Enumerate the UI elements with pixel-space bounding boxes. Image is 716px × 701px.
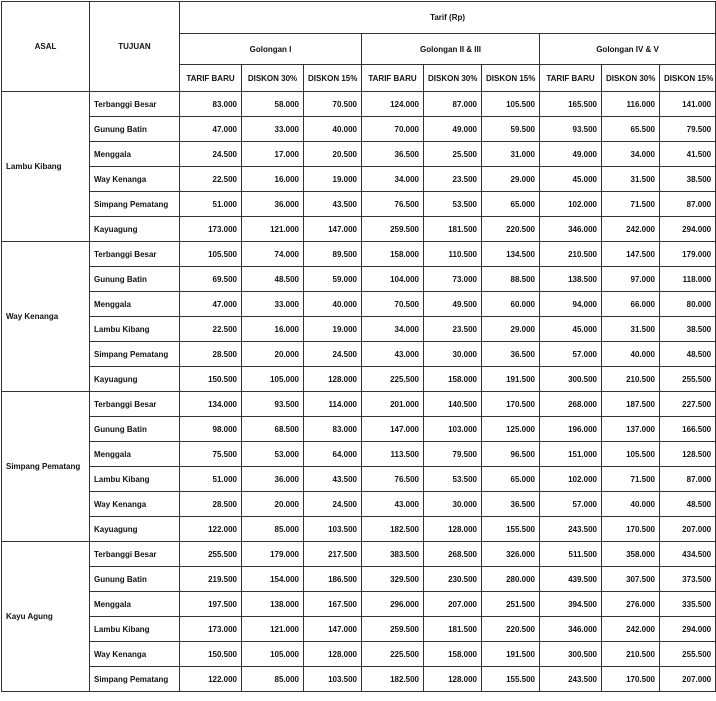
tariff-value-cell: 85.000 <box>242 517 304 542</box>
tariff-value-cell: 23.500 <box>424 167 482 192</box>
tariff-value-cell: 151.000 <box>540 442 602 467</box>
tujuan-cell: Kayuagung <box>90 367 180 392</box>
table-row <box>2 92 716 117</box>
tariff-value-cell: 181.500 <box>424 217 482 242</box>
tariff-value-cell: 49.000 <box>540 142 602 167</box>
tariff-value-cell: 158.000 <box>424 642 482 667</box>
tariff-value-cell: 121.000 <box>242 617 304 642</box>
table-row <box>2 267 716 292</box>
tariff-value-cell: 196.000 <box>540 417 602 442</box>
tariff-value-cell: 76.500 <box>362 467 424 492</box>
tujuan-cell: Simpang Pematang <box>90 342 180 367</box>
tujuan-cell: Gunung Batin <box>90 567 180 592</box>
tariff-value-cell: 128.000 <box>304 642 362 667</box>
tariff-value-cell: 280.000 <box>482 567 540 592</box>
table-header <box>2 2 716 92</box>
tujuan-cell: Menggala <box>90 142 180 167</box>
tariff-value-cell: 179.000 <box>660 242 716 267</box>
tariff-value-cell: 137.000 <box>602 417 660 442</box>
tariff-value-cell: 150.500 <box>180 367 242 392</box>
tariff-value-cell: 31.000 <box>482 142 540 167</box>
header-diskon-15: DISKON 15% <box>660 65 716 92</box>
table-row <box>2 542 716 567</box>
tujuan-cell: Gunung Batin <box>90 417 180 442</box>
table-row <box>2 117 716 142</box>
tariff-value-cell: 105.000 <box>242 367 304 392</box>
header-tarif-baru: TARIF BARU <box>362 65 424 92</box>
tariff-value-cell: 53.500 <box>424 467 482 492</box>
table-row <box>2 167 716 192</box>
tariff-value-cell: 220.500 <box>482 217 540 242</box>
tariff-value-cell: 33.000 <box>242 292 304 317</box>
tariff-value-cell: 147.000 <box>304 217 362 242</box>
tariff-value-cell: 48.500 <box>660 492 716 517</box>
tariff-value-cell: 98.000 <box>180 417 242 442</box>
tariff-value-cell: 65.000 <box>482 192 540 217</box>
tariff-value-cell: 83.000 <box>304 417 362 442</box>
tariff-value-cell: 93.500 <box>242 392 304 417</box>
tujuan-cell: Simpang Pematang <box>90 667 180 692</box>
tariff-value-cell: 383.500 <box>362 542 424 567</box>
tariff-value-cell: 28.500 <box>180 492 242 517</box>
tujuan-cell: Menggala <box>90 592 180 617</box>
tariff-value-cell: 103.000 <box>424 417 482 442</box>
tariff-value-cell: 118.000 <box>660 267 716 292</box>
header-golongan-1: Golongan I <box>180 34 362 65</box>
tariff-value-cell: 24.500 <box>304 342 362 367</box>
tariff-value-cell: 75.500 <box>180 442 242 467</box>
tariff-value-cell: 255.500 <box>660 642 716 667</box>
tariff-value-cell: 53.500 <box>424 192 482 217</box>
tariff-value-cell: 48.500 <box>242 267 304 292</box>
tariff-value-cell: 87.000 <box>660 467 716 492</box>
tariff-value-cell: 38.500 <box>660 167 716 192</box>
tariff-value-cell: 166.500 <box>660 417 716 442</box>
tariff-value-cell: 29.000 <box>482 317 540 342</box>
tariff-value-cell: 70.500 <box>304 92 362 117</box>
table-row <box>2 517 716 542</box>
tujuan-cell: Lambu Kibang <box>90 467 180 492</box>
tariff-value-cell: 74.000 <box>242 242 304 267</box>
tariff-value-cell: 207.000 <box>660 517 716 542</box>
tariff-value-cell: 20.000 <box>242 492 304 517</box>
tujuan-cell: Terbanggi Besar <box>90 242 180 267</box>
tariff-value-cell: 47.000 <box>180 117 242 142</box>
tariff-value-cell: 88.500 <box>482 267 540 292</box>
tariff-value-cell: 373.500 <box>660 567 716 592</box>
header-golongan-4-5: Golongan IV & V <box>540 34 716 65</box>
tariff-value-cell: 191.500 <box>482 642 540 667</box>
tariff-value-cell: 201.000 <box>362 392 424 417</box>
tariff-value-cell: 329.500 <box>362 567 424 592</box>
tariff-value-cell: 65.500 <box>602 117 660 142</box>
tariff-value-cell: 68.500 <box>242 417 304 442</box>
header-tarif-baru: TARIF BARU <box>540 65 602 92</box>
header-tarif-baru: TARIF BARU <box>180 65 242 92</box>
tariff-value-cell: 48.500 <box>660 342 716 367</box>
tariff-value-cell: 97.000 <box>602 267 660 292</box>
tariff-value-cell: 70.500 <box>362 292 424 317</box>
tariff-value-cell: 259.500 <box>362 217 424 242</box>
tariff-value-cell: 89.500 <box>304 242 362 267</box>
tujuan-cell: Terbanggi Besar <box>90 92 180 117</box>
tariff-value-cell: 30.000 <box>424 492 482 517</box>
tariff-value-cell: 173.000 <box>180 217 242 242</box>
tujuan-cell: Terbanggi Besar <box>90 392 180 417</box>
tariff-value-cell: 16.000 <box>242 167 304 192</box>
tariff-value-cell: 255.500 <box>660 367 716 392</box>
tariff-value-cell: 173.000 <box>180 617 242 642</box>
tariff-value-cell: 300.500 <box>540 642 602 667</box>
tariff-value-cell: 155.500 <box>482 667 540 692</box>
table-row <box>2 442 716 467</box>
tariff-value-cell: 57.000 <box>540 492 602 517</box>
tariff-value-cell: 307.500 <box>602 567 660 592</box>
tariff-value-cell: 22.500 <box>180 167 242 192</box>
tariff-value-cell: 60.000 <box>482 292 540 317</box>
tariff-value-cell: 134.500 <box>482 242 540 267</box>
tariff-value-cell: 113.500 <box>362 442 424 467</box>
tariff-value-cell: 36.500 <box>482 342 540 367</box>
tariff-value-cell: 65.000 <box>482 467 540 492</box>
tariff-value-cell: 34.000 <box>362 167 424 192</box>
tariff-value-cell: 103.500 <box>304 517 362 542</box>
tariff-value-cell: 83.000 <box>180 92 242 117</box>
tujuan-cell: Way Kenanga <box>90 492 180 517</box>
tariff-value-cell: 225.500 <box>362 642 424 667</box>
tujuan-cell: Simpang Pematang <box>90 192 180 217</box>
tariff-value-cell: 170.500 <box>482 392 540 417</box>
tariff-value-cell: 57.000 <box>540 342 602 367</box>
tariff-value-cell: 71.500 <box>602 467 660 492</box>
tariff-value-cell: 24.500 <box>180 142 242 167</box>
tariff-value-cell: 335.500 <box>660 592 716 617</box>
tariff-value-cell: 128.500 <box>660 442 716 467</box>
header-diskon-15: DISKON 15% <box>482 65 540 92</box>
tariff-value-cell: 227.500 <box>660 392 716 417</box>
table-row <box>2 317 716 342</box>
tariff-value-cell: 64.000 <box>304 442 362 467</box>
tariff-value-cell: 346.000 <box>540 217 602 242</box>
asal-cell: Lambu Kibang <box>2 92 90 242</box>
tariff-value-cell: 29.000 <box>482 167 540 192</box>
tariff-value-cell: 158.000 <box>424 367 482 392</box>
tariff-value-cell: 179.000 <box>242 542 304 567</box>
tariff-value-cell: 294.000 <box>660 617 716 642</box>
tariff-value-cell: 155.500 <box>482 517 540 542</box>
header-diskon-15: DISKON 15% <box>304 65 362 92</box>
table-body <box>2 92 716 692</box>
tariff-value-cell: 358.000 <box>602 542 660 567</box>
tariff-value-cell: 210.500 <box>602 642 660 667</box>
tariff-value-cell: 230.500 <box>424 567 482 592</box>
tariff-value-cell: 105.500 <box>602 442 660 467</box>
tujuan-cell: Gunung Batin <box>90 117 180 142</box>
tariff-value-cell: 59.000 <box>304 267 362 292</box>
tariff-value-cell: 47.000 <box>180 292 242 317</box>
tariff-value-cell: 122.000 <box>180 667 242 692</box>
tariff-value-cell: 116.000 <box>602 92 660 117</box>
tariff-value-cell: 134.000 <box>180 392 242 417</box>
tariff-value-cell: 24.500 <box>304 492 362 517</box>
tariff-value-cell: 210.500 <box>540 242 602 267</box>
tariff-value-cell: 154.000 <box>242 567 304 592</box>
tariff-value-cell: 30.000 <box>424 342 482 367</box>
tariff-value-cell: 31.500 <box>602 317 660 342</box>
tariff-value-cell: 40.000 <box>304 117 362 142</box>
tariff-value-cell: 207.000 <box>660 667 716 692</box>
tariff-value-cell: 51.000 <box>180 467 242 492</box>
tujuan-cell: Way Kenanga <box>90 167 180 192</box>
tariff-value-cell: 17.000 <box>242 142 304 167</box>
tariff-value-cell: 268.000 <box>540 392 602 417</box>
tariff-value-cell: 94.000 <box>540 292 602 317</box>
tariff-value-cell: 70.000 <box>362 117 424 142</box>
tariff-value-cell: 41.500 <box>660 142 716 167</box>
tariff-value-cell: 45.000 <box>540 317 602 342</box>
table-row <box>2 467 716 492</box>
tariff-value-cell: 40.000 <box>602 342 660 367</box>
tariff-value-cell: 191.500 <box>482 367 540 392</box>
tariff-value-cell: 158.000 <box>362 242 424 267</box>
table-row <box>2 642 716 667</box>
tariff-value-cell: 36.000 <box>242 192 304 217</box>
header-asal: ASAL <box>2 2 90 92</box>
table-row <box>2 367 716 392</box>
tariff-value-cell: 51.000 <box>180 192 242 217</box>
tariff-value-cell: 40.000 <box>602 492 660 517</box>
tariff-value-cell: 16.000 <box>242 317 304 342</box>
header-diskon-30: DISKON 30% <box>242 65 304 92</box>
tariff-value-cell: 23.500 <box>424 317 482 342</box>
tariff-value-cell: 207.000 <box>424 592 482 617</box>
tariff-value-cell: 187.500 <box>602 392 660 417</box>
tariff-value-cell: 31.500 <box>602 167 660 192</box>
tariff-value-cell: 43.500 <box>304 467 362 492</box>
tujuan-cell: Gunung Batin <box>90 267 180 292</box>
tariff-value-cell: 243.500 <box>540 667 602 692</box>
tariff-value-cell: 167.500 <box>304 592 362 617</box>
tariff-value-cell: 66.000 <box>602 292 660 317</box>
tariff-value-cell: 33.000 <box>242 117 304 142</box>
tujuan-cell: Terbanggi Besar <box>90 542 180 567</box>
tariff-value-cell: 110.500 <box>424 242 482 267</box>
tariff-value-cell: 58.000 <box>242 92 304 117</box>
tariff-value-cell: 96.500 <box>482 442 540 467</box>
tariff-value-cell: 105.500 <box>482 92 540 117</box>
tariff-value-cell: 80.000 <box>660 292 716 317</box>
tariff-value-cell: 210.500 <box>602 367 660 392</box>
tariff-value-cell: 36.500 <box>482 492 540 517</box>
tariff-value-cell: 36.500 <box>362 142 424 167</box>
tariff-value-cell: 28.500 <box>180 342 242 367</box>
tariff-value-cell: 102.000 <box>540 467 602 492</box>
tariff-value-cell: 268.500 <box>424 542 482 567</box>
tariff-value-cell: 105.500 <box>180 242 242 267</box>
tariff-value-cell: 19.000 <box>304 167 362 192</box>
tariff-value-cell: 71.500 <box>602 192 660 217</box>
tariff-value-cell: 140.500 <box>424 392 482 417</box>
tariff-value-cell: 49.000 <box>424 117 482 142</box>
tariff-value-cell: 255.500 <box>180 542 242 567</box>
tariff-value-cell: 219.500 <box>180 567 242 592</box>
tariff-value-cell: 243.500 <box>540 517 602 542</box>
tariff-value-cell: 53.000 <box>242 442 304 467</box>
tariff-value-cell: 103.500 <box>304 667 362 692</box>
tariff-value-cell: 102.000 <box>540 192 602 217</box>
tariff-value-cell: 150.500 <box>180 642 242 667</box>
tariff-value-cell: 25.500 <box>424 142 482 167</box>
tariff-value-cell: 43.500 <box>304 192 362 217</box>
tariff-value-cell: 276.000 <box>602 592 660 617</box>
header-diskon-30: DISKON 30% <box>602 65 660 92</box>
tariff-value-cell: 43.000 <box>362 342 424 367</box>
tariff-value-cell: 511.500 <box>540 542 602 567</box>
tariff-value-cell: 186.500 <box>304 567 362 592</box>
table-row <box>2 592 716 617</box>
tariff-value-cell: 141.000 <box>660 92 716 117</box>
tariff-value-cell: 182.500 <box>362 667 424 692</box>
tariff-value-cell: 259.500 <box>362 617 424 642</box>
tariff-value-cell: 76.500 <box>362 192 424 217</box>
tariff-value-cell: 394.500 <box>540 592 602 617</box>
tariff-value-cell: 128.000 <box>304 367 362 392</box>
header-diskon-30: DISKON 30% <box>424 65 482 92</box>
tariff-value-cell: 326.000 <box>482 542 540 567</box>
tariff-value-cell: 49.500 <box>424 292 482 317</box>
tujuan-cell: Menggala <box>90 442 180 467</box>
tariff-value-cell: 69.500 <box>180 267 242 292</box>
tujuan-cell: Kayuagung <box>90 217 180 242</box>
tariff-value-cell: 87.000 <box>660 192 716 217</box>
tariff-value-cell: 220.500 <box>482 617 540 642</box>
tujuan-cell: Lambu Kibang <box>90 617 180 642</box>
tariff-value-cell: 105.000 <box>242 642 304 667</box>
tariff-value-cell: 138.500 <box>540 267 602 292</box>
tariff-value-cell: 85.000 <box>242 667 304 692</box>
tariff-value-cell: 197.500 <box>180 592 242 617</box>
table-row <box>2 217 716 242</box>
tariff-value-cell: 225.500 <box>362 367 424 392</box>
tariff-value-cell: 251.500 <box>482 592 540 617</box>
tariff-value-cell: 38.500 <box>660 317 716 342</box>
tariff-value-cell: 34.000 <box>362 317 424 342</box>
tariff-value-cell: 122.000 <box>180 517 242 542</box>
header-tarif: Tarif (Rp) <box>180 2 716 34</box>
table-row <box>2 417 716 442</box>
table-row <box>2 617 716 642</box>
tariff-value-cell: 19.000 <box>304 317 362 342</box>
tariff-value-cell: 138.000 <box>242 592 304 617</box>
tujuan-cell: Kayuagung <box>90 517 180 542</box>
tariff-value-cell: 34.000 <box>602 142 660 167</box>
tariff-value-cell: 147.500 <box>602 242 660 267</box>
asal-cell: Simpang Pematang <box>2 392 90 542</box>
table-row <box>2 242 716 267</box>
table-row <box>2 192 716 217</box>
table-row <box>2 492 716 517</box>
tariff-value-cell: 125.000 <box>482 417 540 442</box>
asal-cell: Way Kenanga <box>2 242 90 392</box>
tariff-value-cell: 182.500 <box>362 517 424 542</box>
tariff-value-cell: 217.500 <box>304 542 362 567</box>
asal-cell: Kayu Agung <box>2 542 90 692</box>
tariff-value-cell: 181.500 <box>424 617 482 642</box>
table-row <box>2 392 716 417</box>
tariff-value-cell: 40.000 <box>304 292 362 317</box>
tujuan-cell: Lambu Kibang <box>90 317 180 342</box>
tariff-value-cell: 147.000 <box>304 617 362 642</box>
tujuan-cell: Way Kenanga <box>90 642 180 667</box>
tariff-value-cell: 79.500 <box>660 117 716 142</box>
table-row <box>2 667 716 692</box>
tariff-value-cell: 20.500 <box>304 142 362 167</box>
tariff-value-cell: 147.000 <box>362 417 424 442</box>
header-tujuan: TUJUAN <box>90 2 180 92</box>
table-row <box>2 142 716 167</box>
tariff-value-cell: 296.000 <box>362 592 424 617</box>
tariff-table <box>1 1 716 692</box>
tariff-value-cell: 22.500 <box>180 317 242 342</box>
table-row <box>2 342 716 367</box>
tariff-value-cell: 128.000 <box>424 667 482 692</box>
tujuan-cell: Menggala <box>90 292 180 317</box>
tariff-value-cell: 87.000 <box>424 92 482 117</box>
tariff-value-cell: 43.000 <box>362 492 424 517</box>
tariff-value-cell: 242.000 <box>602 217 660 242</box>
tariff-value-cell: 294.000 <box>660 217 716 242</box>
tariff-value-cell: 104.000 <box>362 267 424 292</box>
tariff-value-cell: 121.000 <box>242 217 304 242</box>
tariff-value-cell: 59.500 <box>482 117 540 142</box>
tariff-value-cell: 165.500 <box>540 92 602 117</box>
tariff-value-cell: 170.500 <box>602 667 660 692</box>
table-row <box>2 292 716 317</box>
tariff-value-cell: 45.000 <box>540 167 602 192</box>
header-golongan-2-3: Golongan II & III <box>362 34 540 65</box>
tariff-value-cell: 242.000 <box>602 617 660 642</box>
tariff-value-cell: 434.500 <box>660 542 716 567</box>
tariff-value-cell: 346.000 <box>540 617 602 642</box>
tariff-value-cell: 73.000 <box>424 267 482 292</box>
tariff-value-cell: 128.000 <box>424 517 482 542</box>
tariff-value-cell: 170.500 <box>602 517 660 542</box>
tariff-value-cell: 79.500 <box>424 442 482 467</box>
tariff-value-cell: 124.000 <box>362 92 424 117</box>
tariff-value-cell: 93.500 <box>540 117 602 142</box>
table-row <box>2 567 716 592</box>
tariff-value-cell: 114.000 <box>304 392 362 417</box>
tariff-value-cell: 36.000 <box>242 467 304 492</box>
tariff-value-cell: 439.500 <box>540 567 602 592</box>
tariff-value-cell: 300.500 <box>540 367 602 392</box>
tariff-value-cell: 20.000 <box>242 342 304 367</box>
